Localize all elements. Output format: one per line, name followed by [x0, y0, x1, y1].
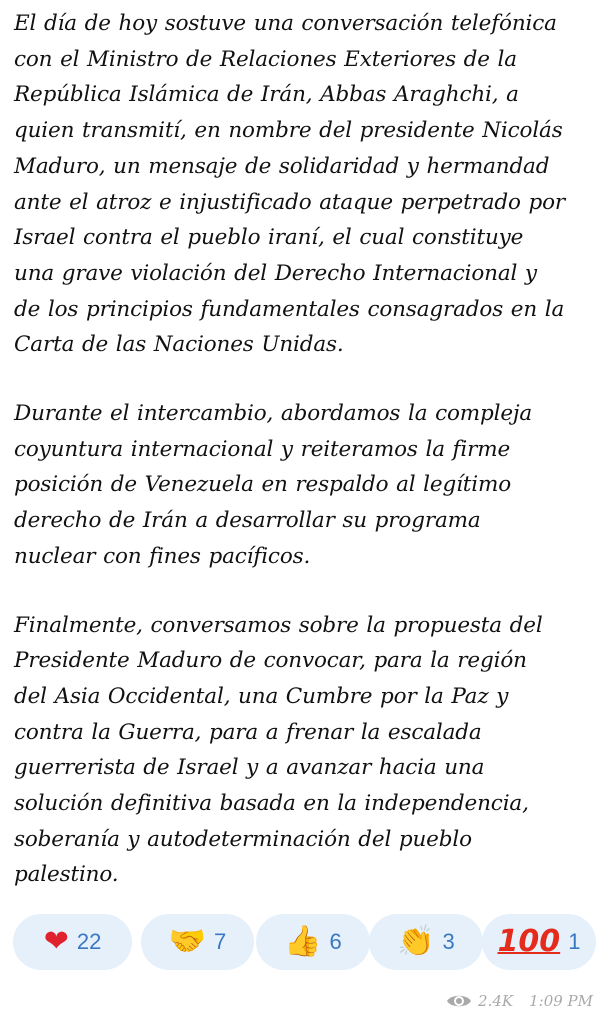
hundred-points-icon: 100: [497, 924, 561, 959]
text-line: palestino.: [14, 862, 119, 888]
reaction-handshake-button[interactable]: [141, 914, 254, 970]
text-line: posición de Venezuela en respaldo al legítimo: [14, 472, 512, 498]
post-text: [14, 6, 596, 926]
text-line: El día de hoy sostuve una conversación telefónica: [14, 11, 557, 36]
text-line: Presidente Maduro de convocar, para la región: [14, 648, 527, 674]
text-line: soberanía y autodeterminación del pueblo: [14, 826, 472, 852]
heart-icon: ❤: [43, 924, 69, 959]
view-count: 2.4K: [478, 992, 514, 1010]
message-meta: [446, 986, 593, 1016]
text-line: Finalmente, conversamos sobre la propuesta del: [14, 612, 543, 638]
reactions-bar: [13, 914, 597, 970]
paragraph-2: [14, 396, 596, 575]
reaction-count: 7: [214, 929, 227, 954]
paragraph-1: [14, 6, 596, 363]
text-line: del Asia Occidental, una Cumbre por la Paz y: [14, 683, 509, 709]
text-line: contra la Guerra, para a frenar la escalada: [14, 719, 482, 745]
reaction-clap-button[interactable]: [369, 914, 483, 970]
timestamp: 1:09 PM: [529, 992, 593, 1010]
reaction-count: 1: [568, 929, 581, 954]
reaction-count: 6: [329, 929, 342, 954]
text-line: República Islámica de Irán, Abbas Araghchi, a: [14, 82, 519, 108]
text-line: nuclear con fines pacíficos.: [14, 543, 311, 569]
text-line: guerrerista de Israel y a avanzar hacia una: [14, 755, 485, 781]
clapping-hands-icon: 👏: [397, 924, 435, 959]
text-line: solución definitiva basada en la independencia,: [14, 791, 529, 817]
reaction-hundred-button[interactable]: [482, 914, 596, 970]
text-line: con el Ministro de Relaciones Exteriores de la: [14, 46, 517, 72]
text-line: quien transmití, en nombre del presidente Nicolás: [14, 118, 563, 144]
reaction-thumbs-up-button[interactable]: [256, 914, 370, 970]
text-line: de los principios fundamentales consagrados en la: [14, 296, 565, 322]
text-line: Maduro, un mensaje de solidaridad y hermandad: [14, 153, 550, 179]
reaction-count: 22: [76, 929, 102, 954]
text-line: Israel contra el pueblo iraní, el cual constituye: [14, 225, 524, 251]
handshake-icon: 🤝: [168, 924, 207, 959]
text-line: ante el atroz e injustificado ataque perpetrado por: [14, 189, 566, 215]
thumbs-up-icon: 👍: [284, 924, 322, 959]
text-line: Carta de las Naciones Unidas.: [14, 332, 344, 358]
paragraph-3: [14, 608, 596, 894]
reaction-count: 3: [442, 929, 455, 954]
text-line: una grave violación del Derecho Internacional y: [14, 260, 537, 286]
text-line: coyuntura internacional y reiteramos la firme: [14, 436, 511, 462]
eye-icon: [446, 992, 472, 1010]
reaction-heart-button[interactable]: [13, 914, 132, 970]
text-line: derecho de Irán a desarrollar su programa: [14, 508, 481, 534]
text-line: Durante el intercambio, abordamos la compleja: [14, 401, 533, 427]
